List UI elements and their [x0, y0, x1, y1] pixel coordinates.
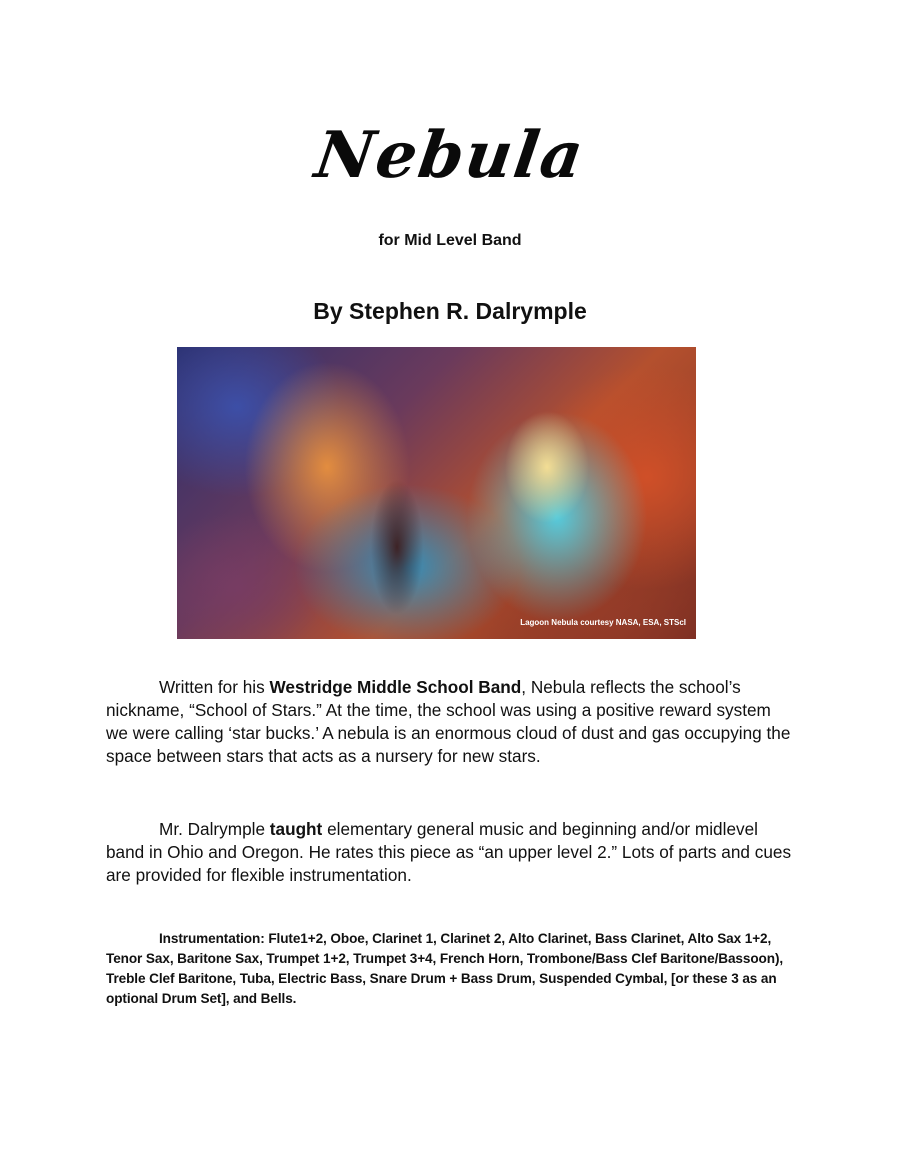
- composer-prefix: Mr. Dalrymple: [159, 819, 270, 839]
- composer-bold-word: taught: [269, 819, 323, 839]
- author-line: By Stephen R. Dalrymple: [313, 298, 587, 324]
- description-prefix: Written for his: [159, 677, 270, 697]
- page-title: Nebula: [310, 118, 590, 193]
- nebula-photo: [177, 347, 696, 639]
- description-paragraph: [106, 676, 796, 768]
- composer-suffix: elementary general music and beginning and/or midlevel band in Ohio and Oregon. He rates this piece as “an upper level 2.” Lots of parts and cues are provided for flexible instrumentation.: [106, 819, 792, 885]
- photo-caption: Lagoon Nebula courtesy NASA, ESA, STScI: [520, 618, 686, 627]
- subtitle: for Mid Level Band: [378, 232, 522, 249]
- instrumentation-list: Instrumentation: Flute1+2, Oboe, Clarinet 1, Clarinet 2, Alto Clarinet, Bass Clarinet, Alto Sax 1+2, Tenor Sax, Baritone Sax, Trumpet 1+2, Trumpet 3+4, French Horn, Trombone/Bass Clef Baritone/Bassoon), Treble Clef Baritone, Tuba, Electric Bass, Snare Drum + Bass Drum, Suspended Cymbal, [or these 3 as an optional Drum Set], and Bells.: [106, 931, 784, 1006]
- nebula-dust-pillar: [362, 457, 432, 637]
- composer-paragraph: [106, 818, 796, 887]
- description-suffix: , Nebula reflects the school’s nickname, “School of Stars.” At the time, the school was using a positive reward system we were calling ‘star bucks.’ A nebula is an enormous cloud of dust and gas occupying the space between stars that acts as a nursery for new stars.: [106, 677, 791, 766]
- school-band-name: Westridge Middle School Band: [269, 677, 522, 697]
